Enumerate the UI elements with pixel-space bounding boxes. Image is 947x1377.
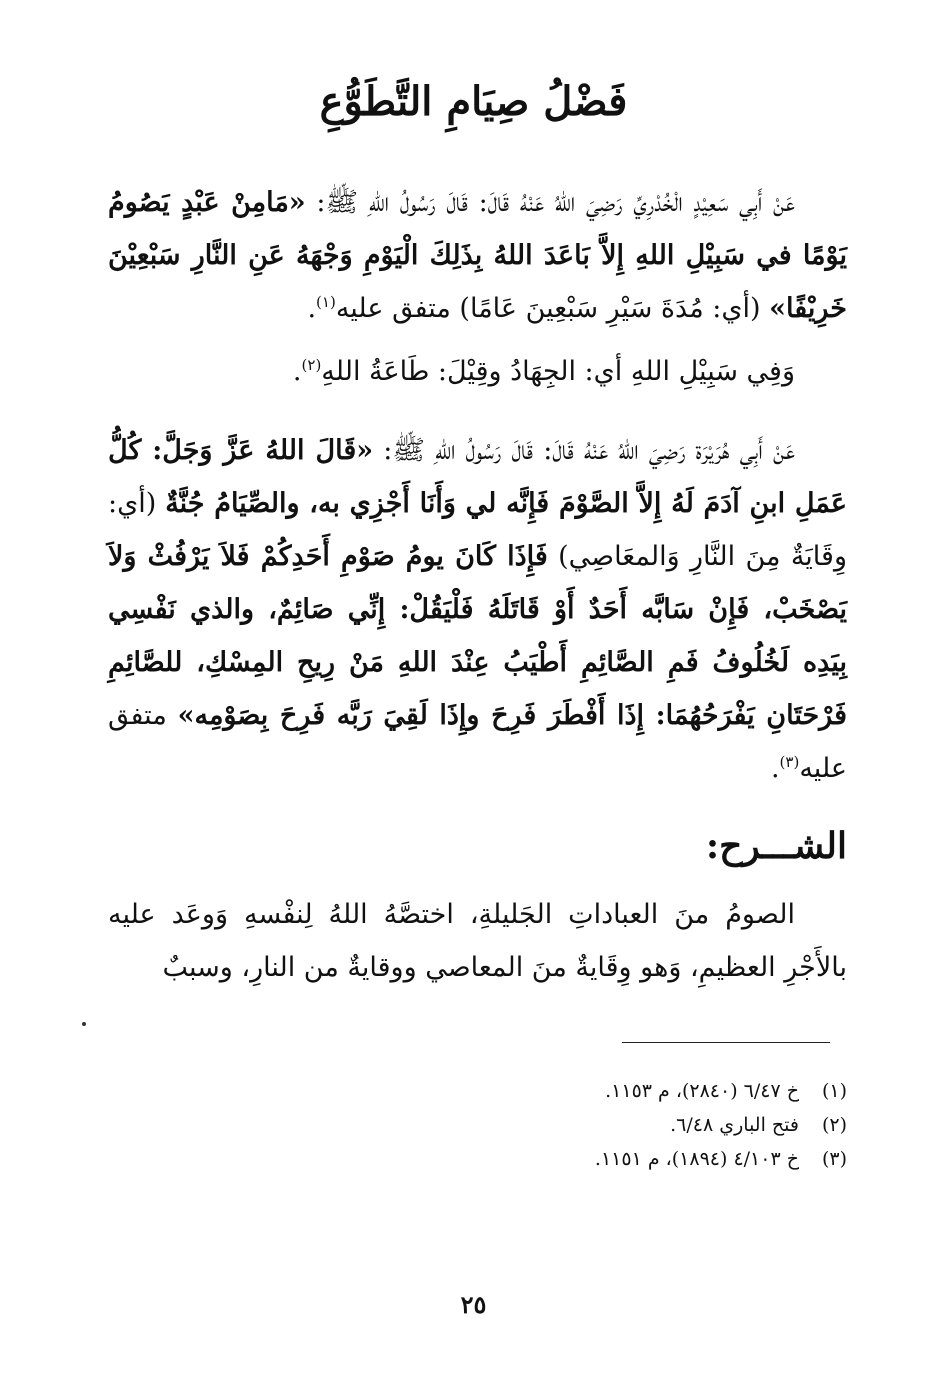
page-title: فَضْلُ صِيَامِ التَّطَوُّعِ xyxy=(319,78,628,125)
footnote-number: (٣) xyxy=(821,1148,847,1170)
hadith-1-intro: عَنْ أَبِي سَعِيْدٍ الْخُدْرِيِّ رَضِيَ اللهُ عَنْهُ قَالَ: قَالَ رَسُولُ اللهِ ﷺ: xyxy=(305,187,795,218)
hadith-1-text: «مَامِنْ عَبْدٍ يَصُومُ يَوْمًا في سَبِيْلِ اللهِ إِلاَّ بَاعَدَ اللهُ بِذَلِكَ الْيَوْمِ وَجْهَهُ عَنِ النَّارِ سَبْعِيْنَ خَرِيْفًا» xyxy=(108,187,847,324)
sharh-text: الصومُ منَ العباداتِ الجَليلةِ، اختصَّهُ اللهُ لِنفْسهِ وَوعَد عليه بالأَجْرِ العظيمِ، وَهو وِقَايةٌ منَ المعاصي ووقايةٌ من النارِ، وسببٌ xyxy=(108,899,847,983)
note-1-text: وَفِي سَبِيْلِ اللهِ أي: الجِهَادُ وقِيْلَ: طَاعَةُ اللهِ xyxy=(321,356,795,387)
note-1-end: . xyxy=(292,356,302,387)
footnote-3 xyxy=(347,1142,847,1176)
hadith-1-source: (أي: مُدَةَ سَيْرِ سَبْعِينَ عَامًا) متفق عليه xyxy=(335,293,770,324)
footnote-number: (٢) xyxy=(821,1114,847,1136)
hadith-2-text-part2: فَإِذَا كَانَ يومُ صَوْمِ أَحَدِكُمْ فَلاَ يَرْفُثْ وَلاَ يَصْخَبْ، فَإِنْ سَابَّه أَحَدٌ أَوْ قَاتَلَهُ فَلْيَقُلْ: إِنِّي صَائِمٌ، والذي نَفْسِي بِيَدِه لَخُلُوفُ فَمِ الصَّائِمِ أَطْيَبُ عِنْدَ اللهِ مَنْ رِيحِ المِسْكِ، للصَّائِمِ فَرْحَتَانِ يَفْرَحُهُمَا: إِذَا أَفْطَرَ فَرِحَ وإِذَا لَقِيَ رَبَّه فَرِحَ بِصَوْمِه» xyxy=(108,541,847,731)
page-number: ٢٥ xyxy=(460,1290,487,1319)
footnote-2 xyxy=(347,1108,847,1142)
footnote-text: فتح الباري ٦/٤٨. xyxy=(670,1114,799,1136)
hadith-2-intro: عَنْ أَبِي هُرَيْرَة رَضِيَ اللهُ عَنْهُ قَالَ: قَالَ رَسُولُ اللهِ ﷺ: xyxy=(373,435,796,466)
footnote-ref-1: (١) xyxy=(316,293,336,311)
hadith-1-end: . xyxy=(307,293,317,324)
footnote-text: خ ٤/١٠٣ (١٨٩٤)، م ١١٥١. xyxy=(594,1148,799,1170)
footnote-ref-2: (٢) xyxy=(301,356,322,374)
hadith-1-paragraph xyxy=(108,176,847,335)
footnote-1 xyxy=(347,1074,847,1108)
hadith-2-text-part1: «قَالَ اللهُ عَزَّ وَجَلَّ: كُلُّ عَمَلِ ابنِ آدَمَ لَهُ إِلاَّ الصَّوْمَ فَإِنَّه لي وَأَنَا أَجْزِي به، والصِّيَامُ جُنَّةٌ xyxy=(108,435,847,519)
footnote-text: خ ٦/٤٧ (٢٨٤٠)، م ١١٥٣. xyxy=(605,1080,799,1102)
sharh-paragraph xyxy=(108,888,847,994)
section-heading: الشـــرح: xyxy=(705,825,847,867)
note-1-paragraph xyxy=(108,345,847,398)
footnote-number: (١) xyxy=(821,1080,847,1102)
hadith-2-end: . xyxy=(770,753,780,784)
hadith-2-source: متفق عليه xyxy=(108,700,847,784)
footnotes xyxy=(347,1074,847,1176)
hadith-2-paragraph xyxy=(108,424,847,795)
hadith-2-parenthetical: (أي: وِقَايَةٌ مِنَ النَّارِ وَالمعَاصِي) xyxy=(108,488,847,572)
footnote-divider xyxy=(622,1042,830,1043)
scan-speck xyxy=(82,1022,86,1026)
footnote-ref-3: (٣) xyxy=(779,753,800,771)
